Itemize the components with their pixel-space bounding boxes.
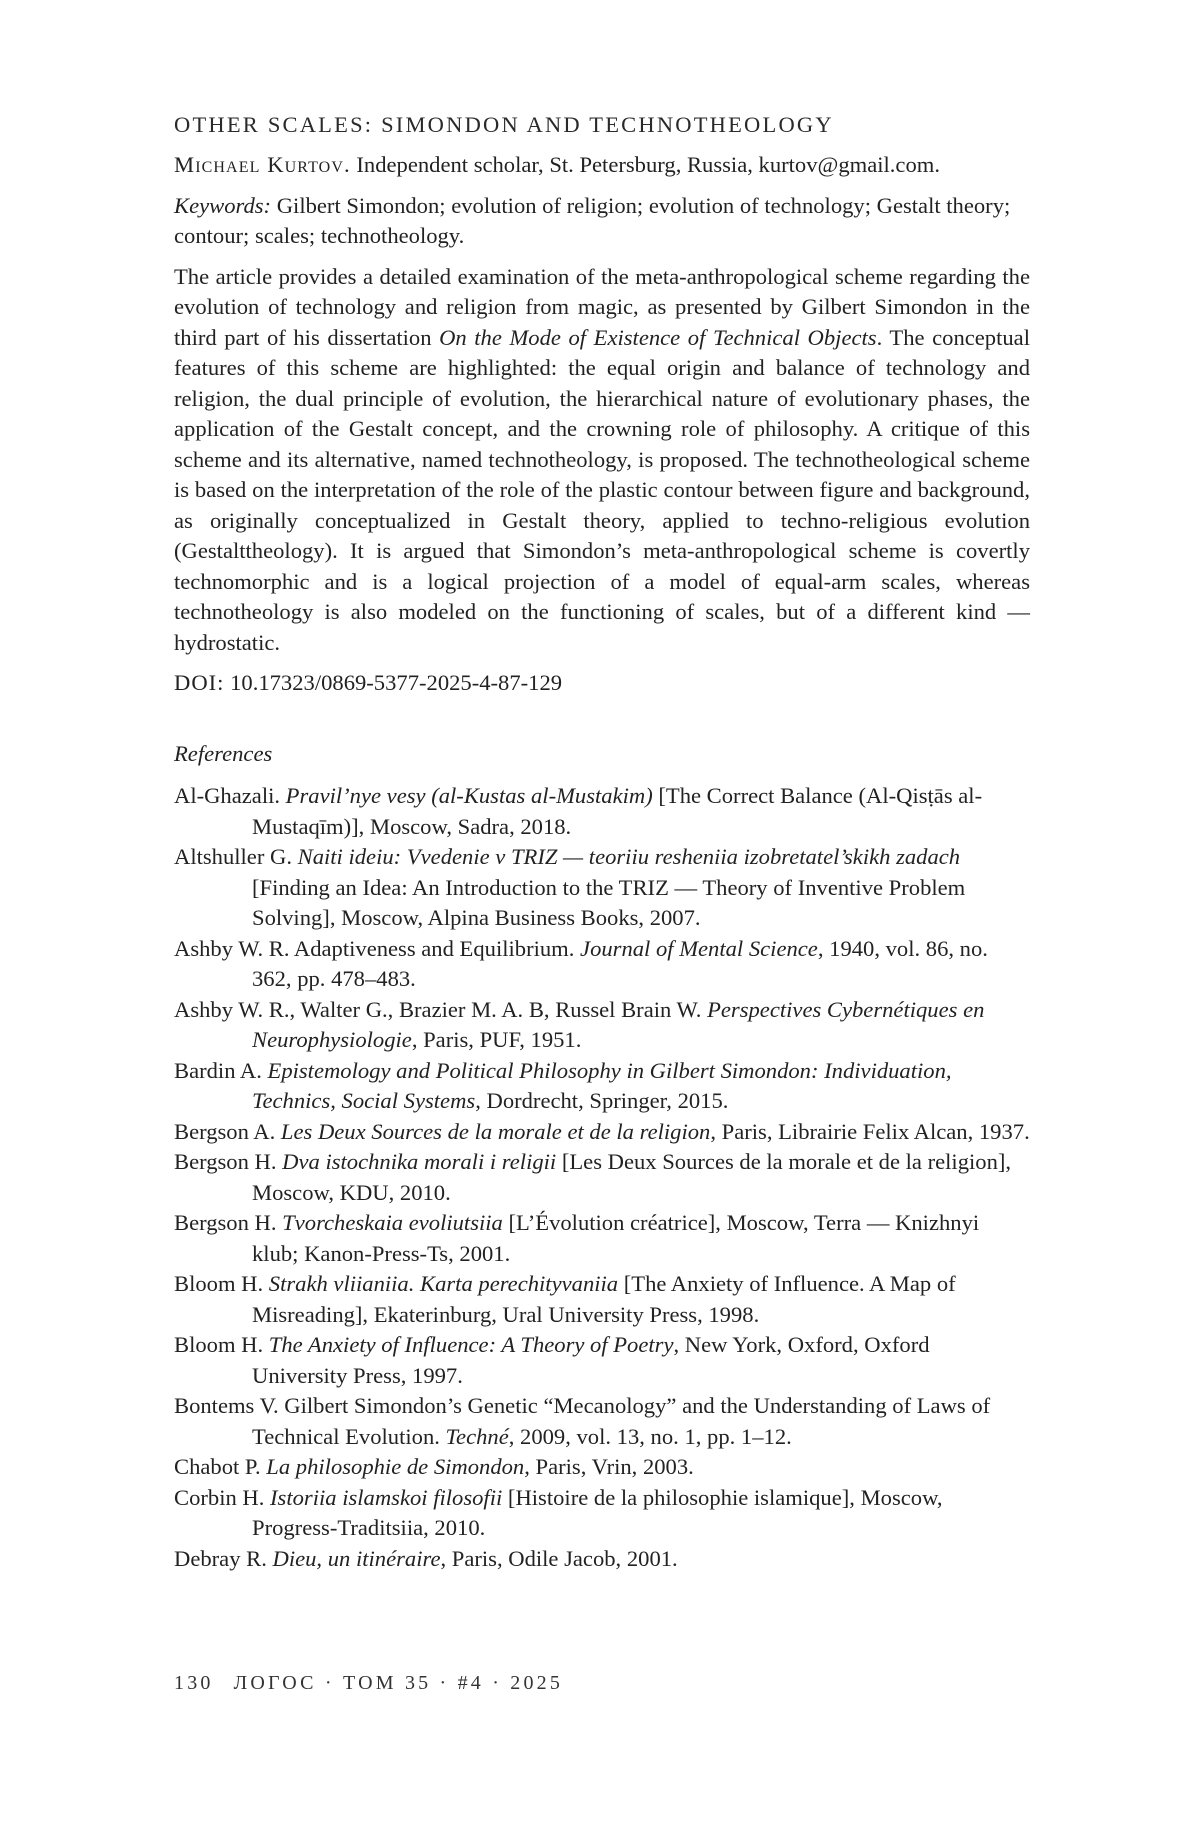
reference-item	[174, 1269, 1030, 1330]
reference-details: [L’Évolution créatrice], Moscow, Terra — Knizhnyi klub; Kanon-Press-Ts, 2001.	[252, 1210, 980, 1266]
reference-text: Debray R.	[174, 1545, 273, 1571]
reference-text: Bloom H.	[174, 1332, 269, 1357]
reference-item	[174, 1330, 1030, 1391]
reference-title: Naiti ideiu: Vvedenie v TRIZ — teoriiu resheniia izobretatel’skikh zadach	[297, 844, 961, 869]
abstract-part-2: . The conceptual features of this scheme are highlighted: the equal origin and balance of technology and religion, the dual principle of evolution, the hierarchical nature of evolutionary phases, the application of the Gestalt concept, and the crowning role of philosophy. A critique of this scheme and its alternative, named technotheology, is proposed. The technotheological scheme is based on the interpretation of the role of the plastic contour between figure and background, as originally conceptualized in Gestalt theory, applied to techno-religious evolution (Gestalttheology). It is argued that Simondon’s meta-anthropological scheme is covertly technomorphic and is a logical projection of a model of equal-arm scales, whereas technotheology is also modeled on the functioning of scales, but of a different kind — hydrostatic.	[174, 324, 1030, 655]
reference-details: , 1940, vol. 86, no. 362, pp. 478–483.	[252, 935, 988, 991]
reference-details: , Paris, Vrin, 2003.	[524, 1454, 694, 1479]
author-line	[174, 150, 1030, 181]
reference-title: Epistemology and Political Philosophy in Gilbert Simondon: Individuation, Technics, Social Systems	[252, 1057, 952, 1113]
reference-item	[174, 1452, 1030, 1483]
reference-item	[174, 1117, 1030, 1148]
page-footer	[174, 1672, 563, 1695]
page-number: 130	[174, 1672, 214, 1694]
reference-title: Perspectives Cybernétiques en Neurophysiologie	[252, 996, 985, 1052]
reference-details: , Dordrecht, Springer, 2015.	[475, 1088, 729, 1113]
author-name: Michael Kurtov.	[174, 152, 351, 177]
keywords-text: Gilbert Simondon; evolution of religion; evolution of technology; Gestalt theory; contour; scales; technotheology.	[174, 192, 1011, 248]
reference-item	[174, 934, 1030, 995]
article-page	[174, 110, 1030, 1574]
keywords	[174, 191, 1030, 252]
reference-title: La philosophie de Simondon	[266, 1454, 525, 1479]
reference-text: Al-Ghazali.	[174, 783, 286, 808]
reference-details: [The Anxiety of Influence. A Map of Misreading], Ekaterinburg, Ural University Press, 1998.	[252, 1271, 956, 1327]
reference-item	[174, 1208, 1030, 1269]
reference-text: Corbin H.	[174, 1484, 271, 1510]
reference-item	[174, 1147, 1030, 1208]
abstract-book-title: On the Mode of Existence of Technical Objects	[439, 324, 877, 350]
reference-text: Bergson A.	[174, 1118, 281, 1144]
reference-title: Dieu, un itinéraire	[272, 1545, 441, 1571]
reference-title: Istoriia islamskoi filosofii	[270, 1484, 503, 1510]
reference-details: , Paris, Librairie Felix Alcan, 1937.	[710, 1118, 1030, 1144]
reference-details: [The Correct Balance (Al-Qisṭās al-Mustaqīm)], Moscow, Sadra, 2018.	[252, 783, 983, 839]
keywords-label: Keywords:	[174, 192, 272, 218]
reference-text: Ashby W. R., Walter G., Brazier M. A. B, Russel Brain W.	[174, 996, 708, 1022]
reference-details: , 2009, vol. 13, no. 1, pp. 1–12.	[508, 1423, 792, 1449]
reference-title: Techné	[445, 1423, 509, 1449]
reference-title: Tvorcheskaia evoliutsiia	[282, 1210, 503, 1235]
reference-text: Altshuller G.	[174, 844, 298, 869]
reference-text: Bloom H.	[174, 1271, 269, 1296]
abstract	[174, 262, 1030, 659]
reference-title: Les Deux Sources de la morale et de la religion	[280, 1118, 711, 1144]
reference-item	[174, 1056, 1030, 1117]
reference-title: The Anxiety of Influence: A Theory of Poetry	[268, 1332, 674, 1357]
doi-value: 10.17323/0869-5377-2025-4-87-129	[230, 670, 563, 695]
reference-details: , New York, Oxford, Oxford University Press, 1997.	[252, 1332, 930, 1388]
reference-details: [Histoire de la philosophie islamique], Moscow, Progress-Traditsiia, 2010.	[252, 1484, 943, 1540]
reference-details: , Paris, PUF, 1951.	[411, 1027, 582, 1052]
reference-title: Journal of Mental Science	[580, 935, 818, 961]
journal-name: ЛОГОС · ТОМ 35 · #4 · 2025	[233, 1672, 564, 1694]
reference-text: Bardin A.	[174, 1057, 268, 1083]
reference-item	[174, 995, 1030, 1056]
reference-item	[174, 1483, 1030, 1544]
reference-title: Pravil’nye vesy (al-Kustas al-Mustakim)	[285, 783, 653, 808]
reference-text: Bergson H.	[174, 1149, 283, 1174]
reference-item	[174, 1544, 1030, 1575]
reference-text: Ashby W. R. Adaptiveness and Equilibrium.	[174, 935, 581, 961]
reference-text: Bergson H.	[174, 1210, 283, 1235]
doi	[174, 668, 1030, 699]
reference-item	[174, 1391, 1030, 1452]
reference-item	[174, 781, 1030, 842]
references-heading: References	[174, 740, 273, 766]
reference-title: Strakh vliianiia. Karta perechityvaniia	[268, 1271, 619, 1296]
author-affiliation: Independent scholar, St. Petersburg, Russia, kurtov@gmail.com.	[356, 152, 940, 177]
reference-title: Dva istochnika morali i religii	[282, 1149, 557, 1174]
reference-text: Chabot P.	[174, 1454, 267, 1479]
reference-details: , Paris, Odile Jacob, 2001.	[440, 1545, 678, 1571]
reference-text: Bontems V. Gilbert Simondon’s Genetic “Mecanology” and the Understanding of Laws of Technical Evolution.	[174, 1393, 991, 1449]
references-list	[174, 781, 1030, 1574]
reference-details: [Les Deux Sources de la morale et de la religion], Moscow, KDU, 2010.	[252, 1149, 1012, 1205]
article-title: OTHER SCALES: SIMONDON AND TECHNOTHEOLOGY	[174, 112, 834, 137]
doi-label: DOI:	[174, 670, 225, 695]
abstract-part-1: The article provides a detailed examination of the meta-anthropological scheme regarding the evolution of technology and religion from magic, as presented by Gilbert Simondon in the third part of his dissertation	[174, 263, 1030, 350]
reference-item	[174, 842, 1030, 934]
reference-details: [Finding an Idea: An Introduction to the TRIZ — Theory of Inventive Problem Solving], Moscow, Alpina Business Books, 2007.	[252, 874, 966, 930]
